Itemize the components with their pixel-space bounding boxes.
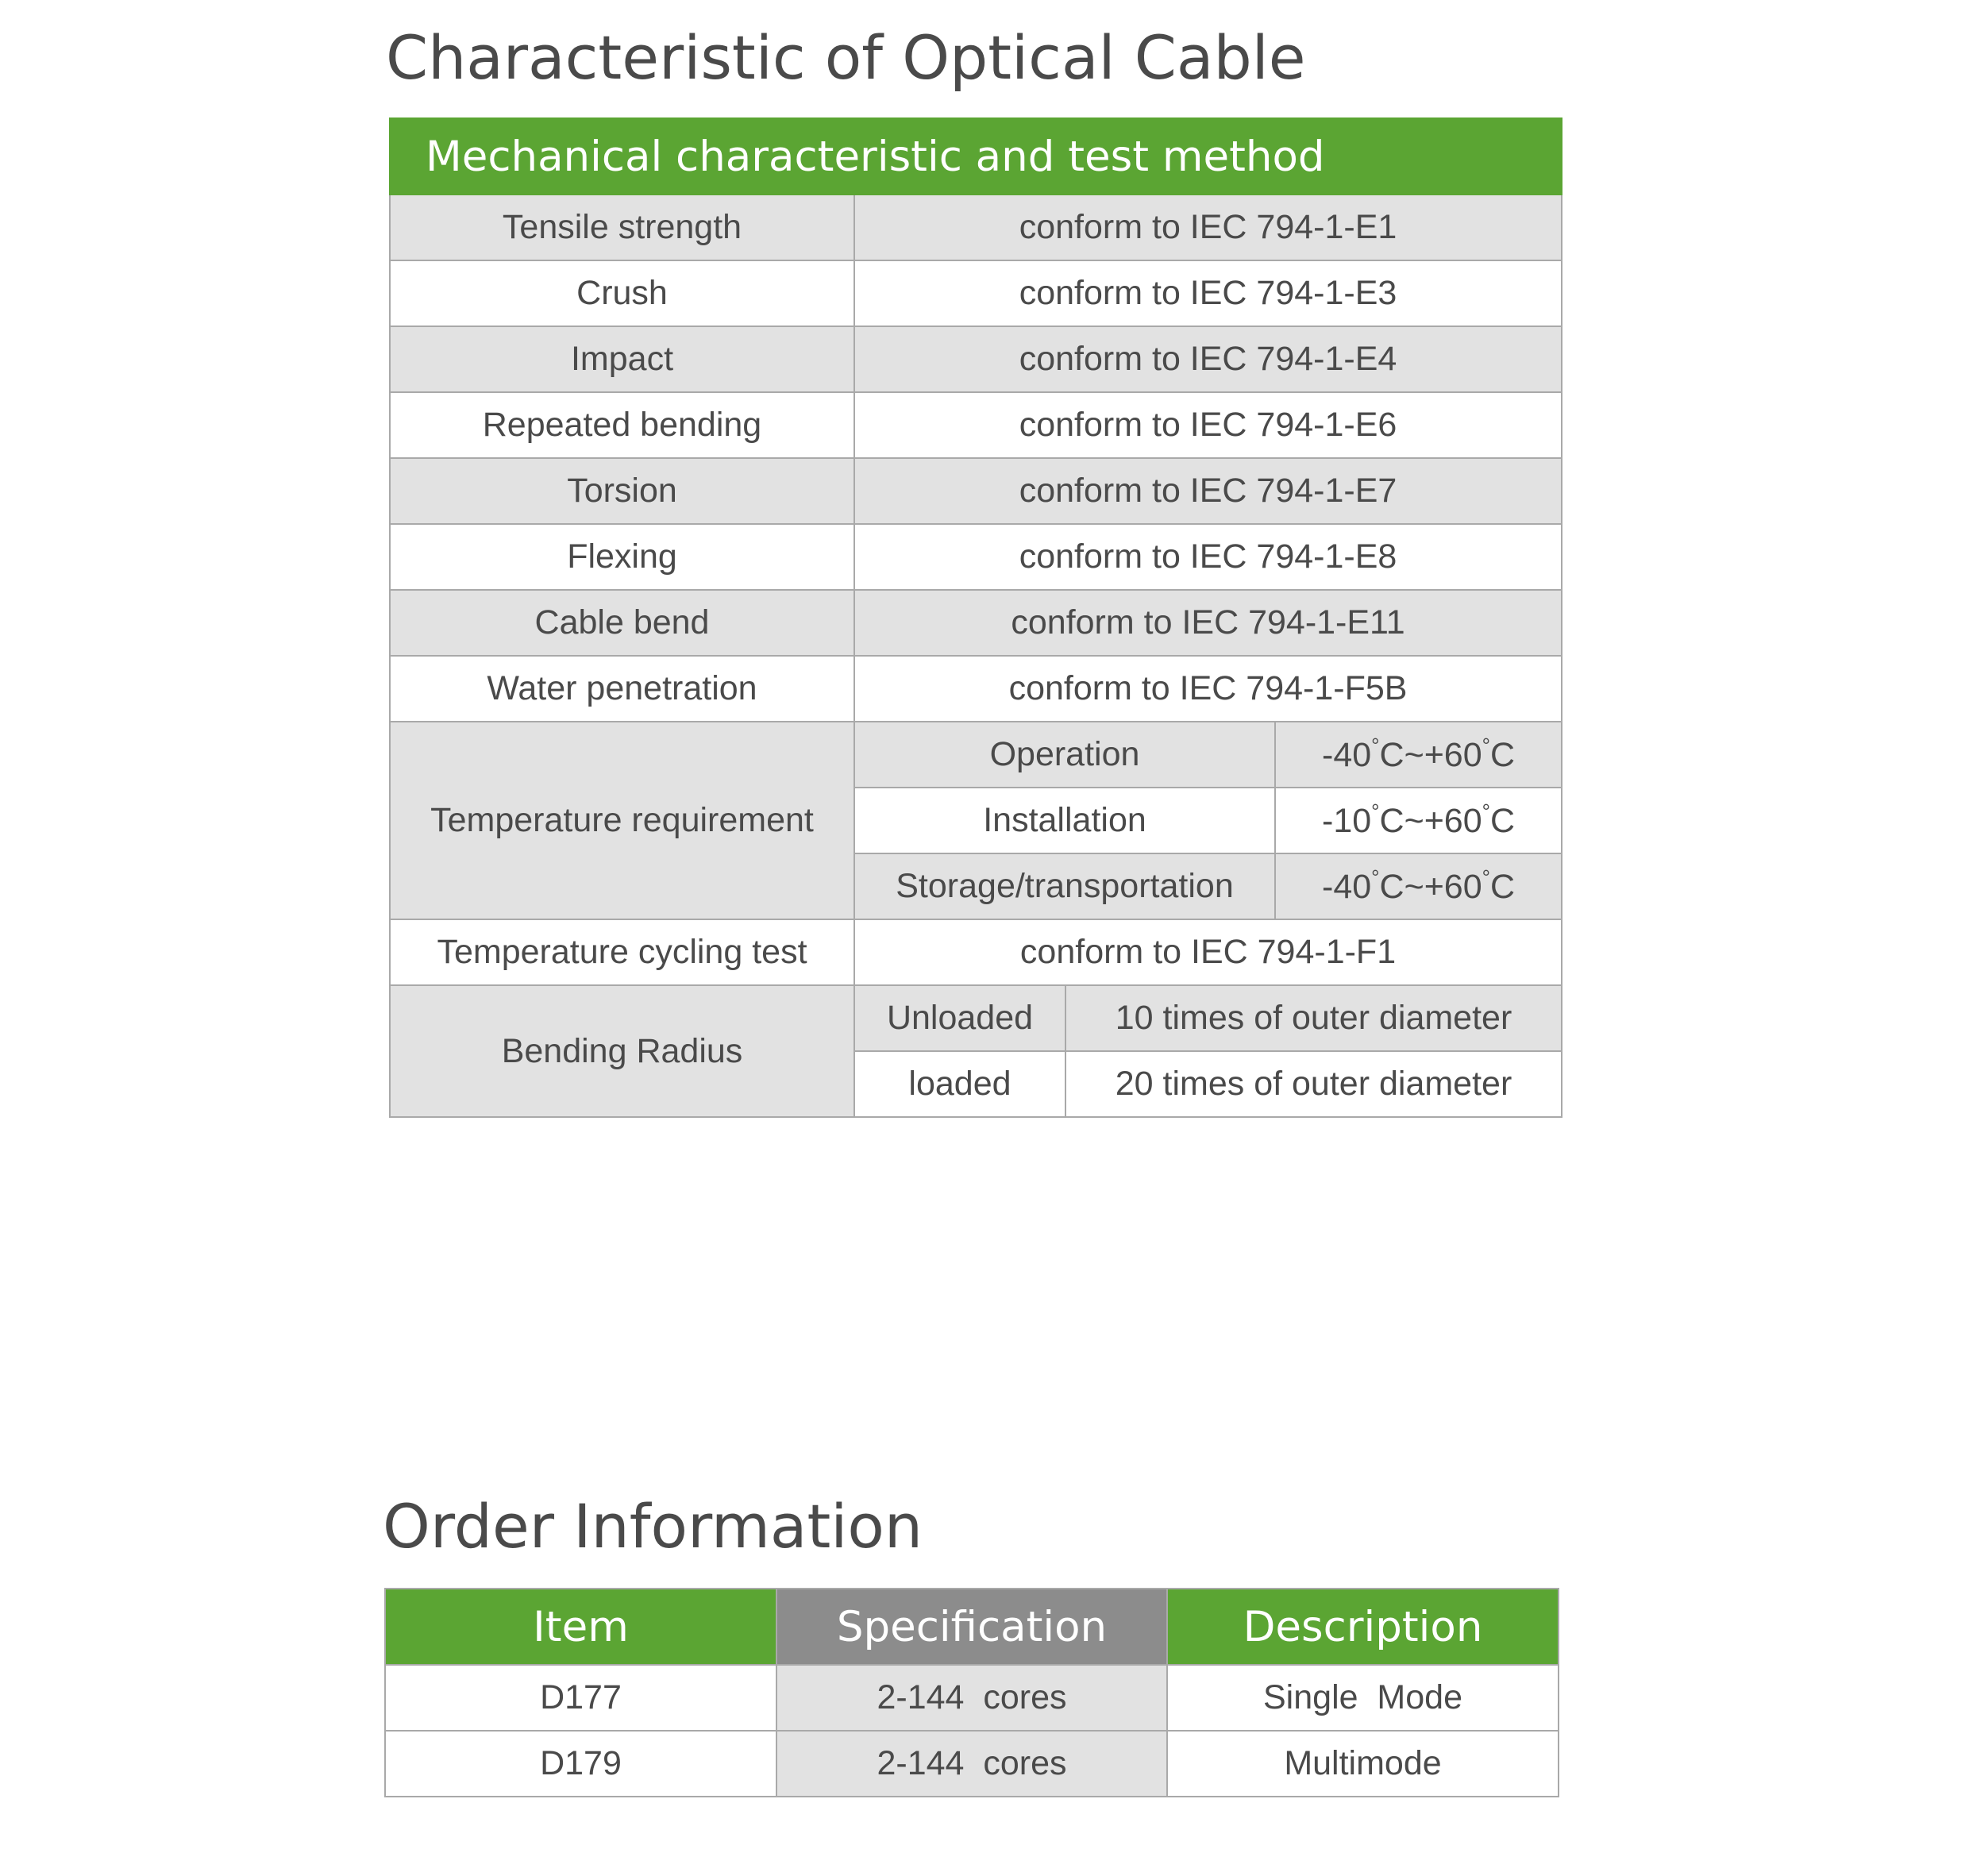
temperature-range: -40°C~+60°C [1275,722,1562,788]
row-value: conform to IEC 794-1-E8 [854,524,1562,590]
header-item: Item [385,1589,776,1665]
table-header-row [390,118,1562,195]
order-information-table [384,1588,1559,1797]
temperature-row [390,722,1562,788]
table-row [390,260,1562,326]
row-label: Tensile strength [390,195,854,260]
row-value: conform to IEC 794-1-E11 [854,590,1562,656]
mechanical-characteristics-table [389,117,1562,1118]
row-label: Impact [390,326,854,392]
characteristic-title: Characteristic of Optical Cable [386,22,1306,93]
bending-label: Bending Radius [390,985,854,1117]
table-row [390,392,1562,458]
row-value: conform to IEC 794-1-E1 [854,195,1562,260]
bending-condition: loaded [854,1051,1065,1117]
row-label: Torsion [390,458,854,524]
temperature-condition: Operation [854,722,1275,788]
table-row [390,458,1562,524]
order-specification: 2-144 cores [776,1665,1167,1731]
order-item: D177 [385,1665,776,1731]
bending-value: 10 times of outer diameter [1065,985,1562,1051]
order-description: Multimode [1167,1731,1559,1797]
temperature-label: Temperature requirement [390,722,854,919]
row-value: conform to IEC 794-1-E3 [854,260,1562,326]
row-label: Crush [390,260,854,326]
table-row [385,1665,1559,1731]
row-label: Flexing [390,524,854,590]
table-row [390,590,1562,656]
row-value: conform to IEC 794-1-E4 [854,326,1562,392]
table-row [390,919,1562,985]
order-specification: 2-144 cores [776,1731,1167,1797]
table-row [385,1731,1559,1797]
temperature-condition: Storage/transportation [854,853,1275,919]
mechanical-table-header: Mechanical characteristic and test method [390,118,1562,195]
header-specification: Specification [776,1589,1167,1665]
order-description: Single Mode [1167,1665,1559,1731]
bending-condition: Unloaded [854,985,1065,1051]
row-value: conform to IEC 794-1-E6 [854,392,1562,458]
table-row [390,656,1562,722]
table-row [390,195,1562,260]
table-row [390,524,1562,590]
bending-row [390,985,1562,1051]
order-title: Order Information [383,1491,923,1562]
temperature-range: -10°C~+60°C [1275,788,1562,853]
header-description: Description [1167,1589,1559,1665]
row-value: conform to IEC 794-1-F5B [854,656,1562,722]
row-label: Repeated bending [390,392,854,458]
temperature-condition: Installation [854,788,1275,853]
order-header-row [385,1589,1559,1665]
row-label: Temperature cycling test [390,919,854,985]
order-item: D179 [385,1731,776,1797]
row-value: conform to IEC 794-1-E7 [854,458,1562,524]
row-label: Water penetration [390,656,854,722]
bending-value: 20 times of outer diameter [1065,1051,1562,1117]
row-value: conform to IEC 794-1-F1 [854,919,1562,985]
temperature-range: -40°C~+60°C [1275,853,1562,919]
row-label: Cable bend [390,590,854,656]
table-row [390,326,1562,392]
